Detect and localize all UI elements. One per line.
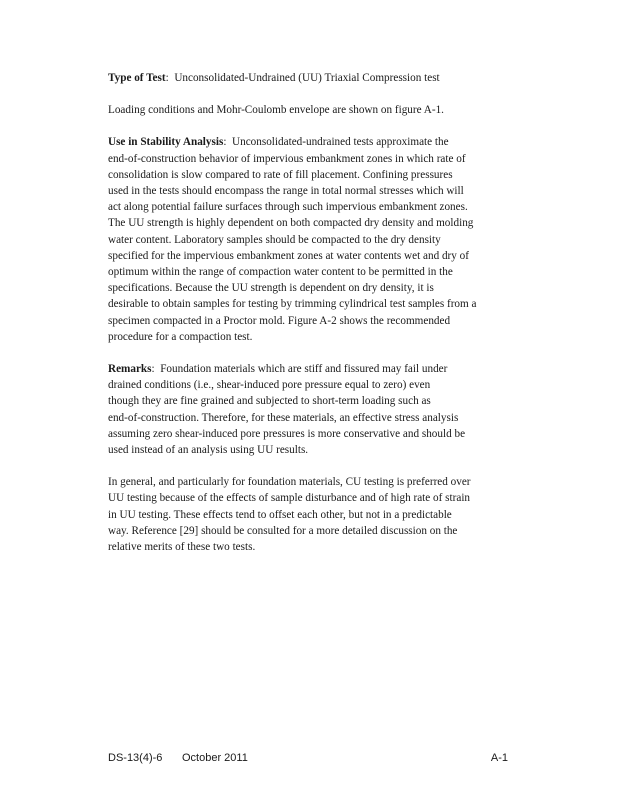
stability-line: The UU strength is highly dependent on both compacted dry density and molding <box>108 217 474 230</box>
remarks-paragraph: Remarks: Foundation materials which are stiff and fissured may fail under drained conditions (i.e., shear-induced pore pressure equal to zero) even though they are fine grained and subjected to short-term loading such as end-of-construction. Therefore, for these materials, an effective stress analysis assuming zero shear-induced pore pressures is more conservative and should be used instead of an analysis using UU results. <box>108 361 516 458</box>
remarks-line: used instead of an analysis using UU results. <box>108 444 309 457</box>
remarks-line: though they are fine grained and subjected to short-term loading such as <box>108 395 431 408</box>
stability-line: used in the tests should encompass the range in total normal stresses which will <box>108 185 464 198</box>
footer-date: October 2011 <box>182 752 248 764</box>
general-paragraph <box>108 474 516 555</box>
general-line: in UU testing. These effects tend to offset each other, but not in a predictable <box>108 508 452 521</box>
loading-conditions-text: Loading conditions and Mohr-Coulomb envelope are shown on figure A-1. <box>108 104 444 117</box>
document-page <box>108 70 516 571</box>
stability-line: water content. Laboratory samples should be compacted to the dry density <box>108 233 441 246</box>
general-line: UU testing because of the effects of sample disturbance and of high rate of strain <box>108 492 471 505</box>
remarks-line: Foundation materials which are stiff and fissured may fail under <box>160 363 448 376</box>
stability-line: specifications. Because the UU strength is dependent on dry density, it is <box>108 282 434 295</box>
stability-analysis-paragraph: Use in Stability Analysis: Unconsolidated-undrained tests approximate the end-of-construction behavior of impervious embankment zones in which rate of consolidation is slow compared to rate of fill placement. Confining pressures used in the tests should encompass the range in total normal stresses which will act along potential failure surfaces through such impervious embankment zones. The UU strength is highly dependent on both compacted dry density and molding water content. Laboratory samples should be compacted to the dry density specified for the impervious embankment zones at water contents wet and dry of optimum within the range of compaction water content to be permitted in the specifications. Because the UU strength is dependent on dry density, it is desirable to obtain samples for testing by trimming cylindrical test samples from a specimen compacted in a Proctor mold. Figure A-2 shows the recommended procedure for a compaction test. <box>108 134 516 345</box>
stability-line: Unconsolidated-undrained tests approximate the <box>232 136 449 149</box>
type-of-test-label: Type of Test <box>108 72 166 84</box>
stability-line: act along potential failure surfaces through such impervious embankment zones. <box>108 201 468 214</box>
stability-line: consolidation is slow compared to rate of fill placement. Confining pressures <box>108 168 453 181</box>
stability-analysis-label: Use in Stability Analysis <box>108 136 224 149</box>
stability-line: specified for the impervious embankment zones at water contents wet and dry of <box>108 249 469 262</box>
footer-doc-id: DS-13(4)-6 <box>108 752 163 764</box>
footer-page-number: A-1 <box>490 752 508 764</box>
stability-line: procedure for a compaction test. <box>108 330 253 343</box>
stability-line: end-of-construction behavior of impervious embankment zones in which rate of <box>108 152 466 165</box>
general-line: relative merits of these two tests. <box>108 541 256 554</box>
remarks-line: drained conditions (i.e., shear-induced pore pressure equal to zero) even <box>108 379 431 392</box>
remarks-label: Remarks <box>108 363 152 376</box>
general-line: In general, and particularly for foundation materials, CU testing is preferred over <box>108 476 471 489</box>
remarks-line: end-of-construction. Therefore, for these materials, an effective stress analysis <box>108 411 459 424</box>
stability-line: optimum within the range of compaction water content to be permitted in the <box>108 266 453 279</box>
type-of-test-value: Unconsolidated-Undrained (UU) Triaxial Compression test <box>174 72 440 84</box>
general-line: way. Reference [29] should be consulted for a more detailed discussion on the <box>108 524 458 537</box>
loading-conditions-paragraph <box>108 102 516 118</box>
stability-line: desirable to obtain samples for testing by trimming cylindrical test samples from a <box>108 298 477 311</box>
stability-line: specimen compacted in a Proctor mold. Figure A-2 shows the recommended <box>108 314 451 327</box>
remarks-line: assuming zero shear-induced pore pressures is more conservative and should be <box>108 427 466 440</box>
type-of-test-paragraph: Type of Test: Unconsolidated-Undrained (UU) Triaxial Compression test <box>108 72 440 84</box>
